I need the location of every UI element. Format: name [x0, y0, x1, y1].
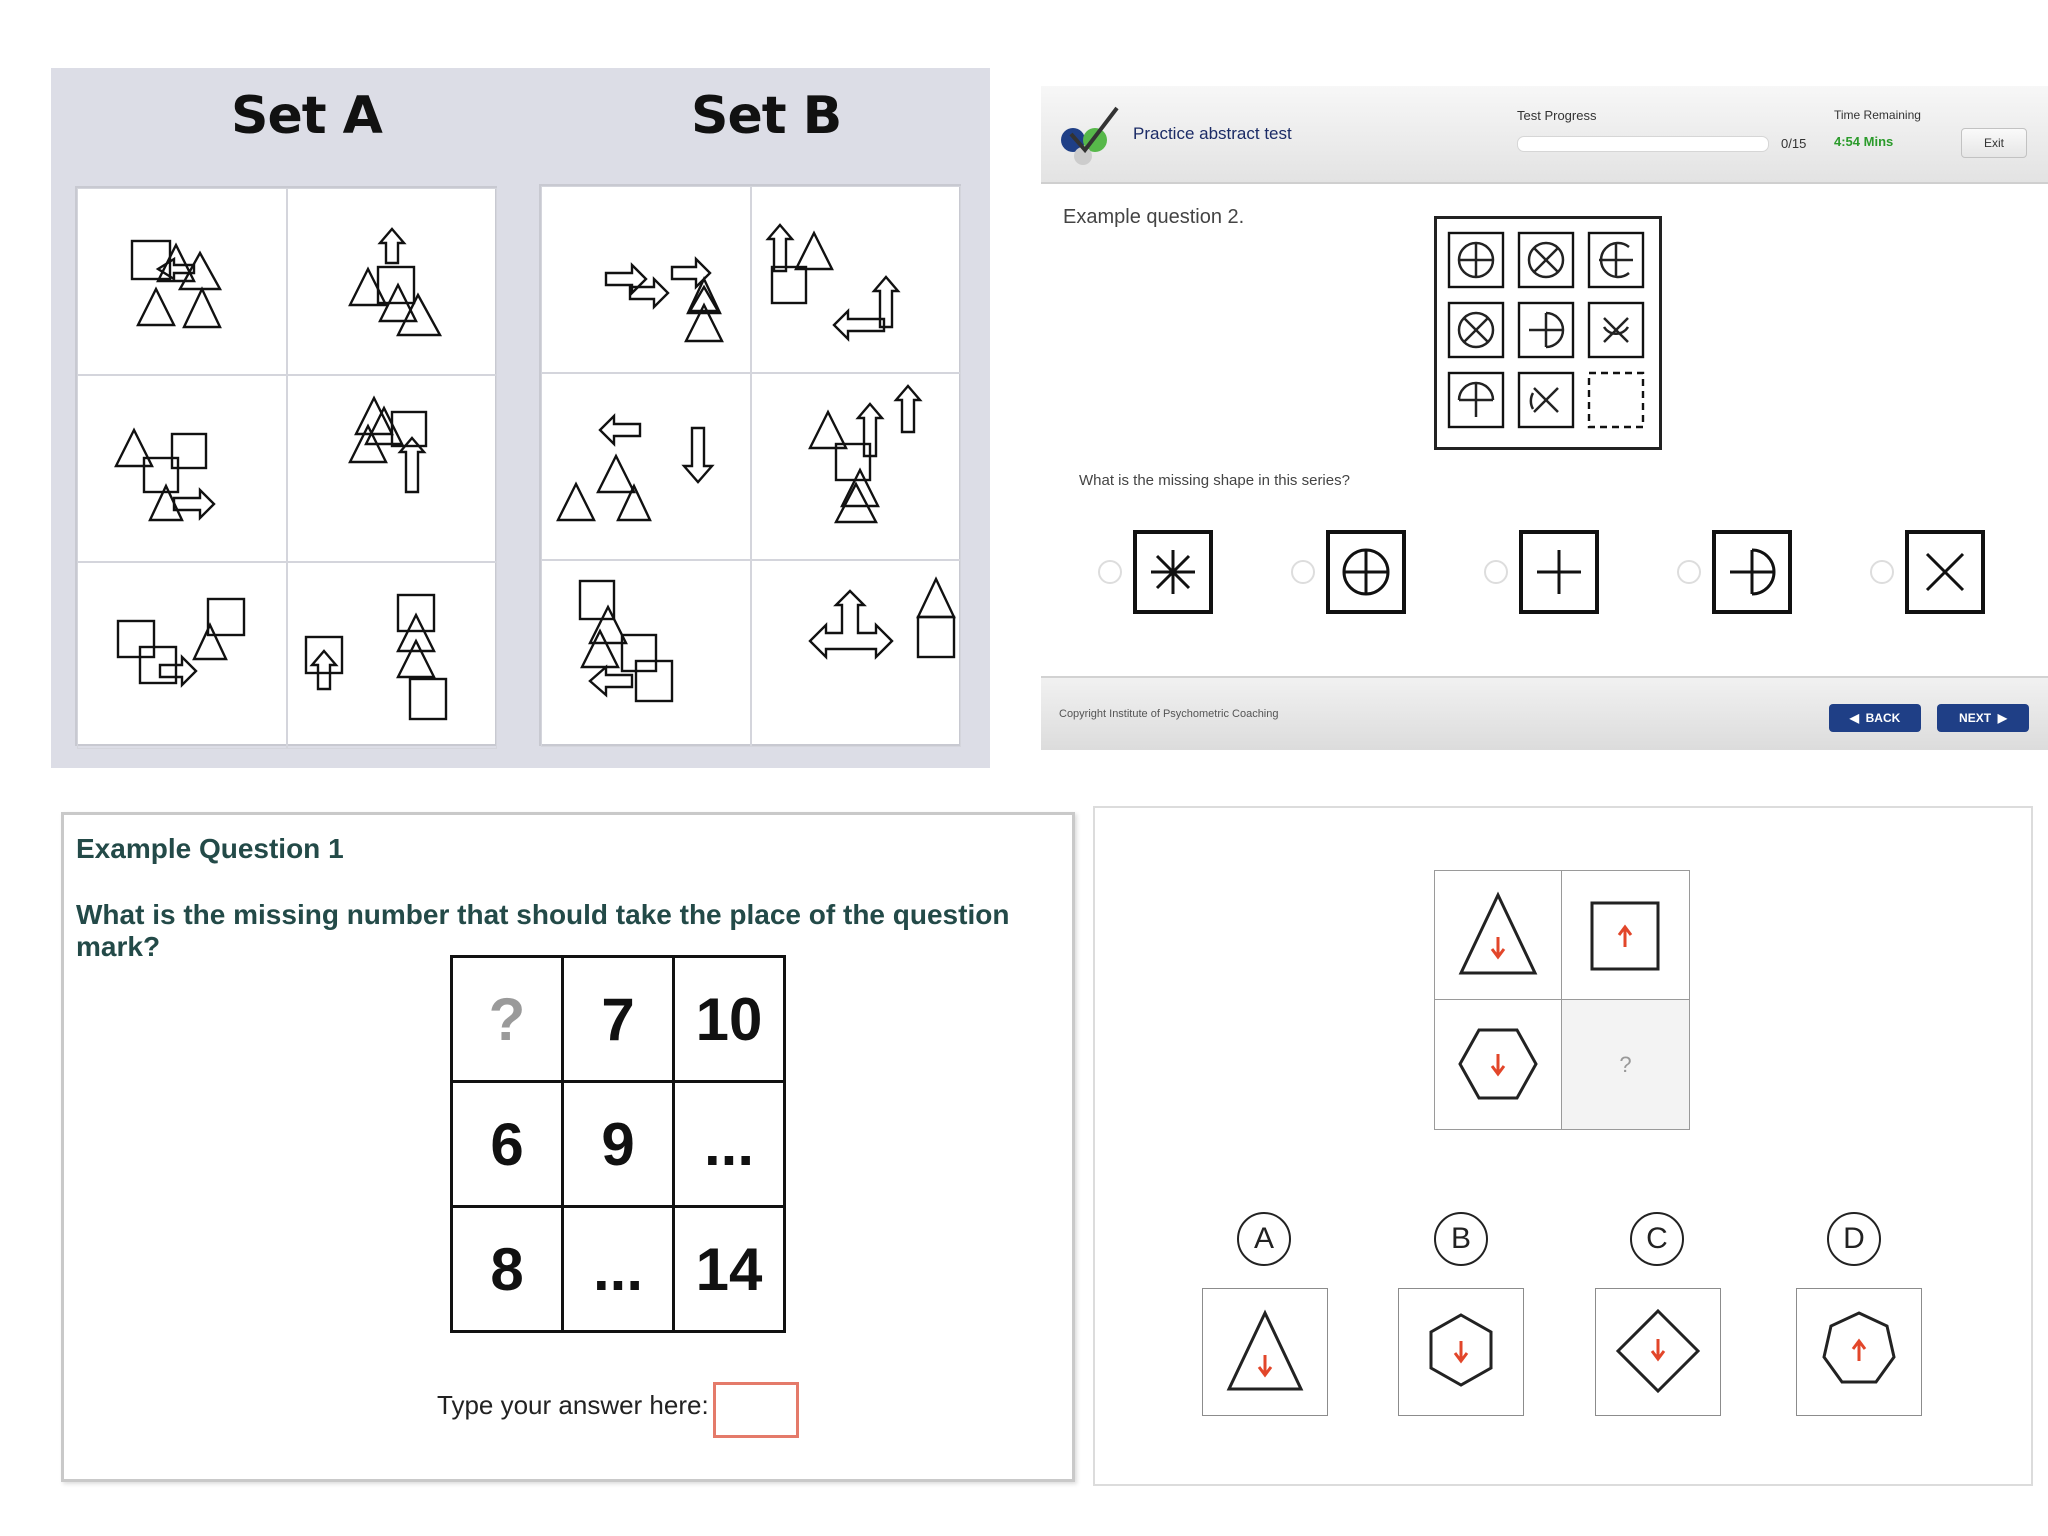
set-a-cell — [77, 188, 287, 375]
diamond-down-arrow-icon — [1596, 1289, 1720, 1415]
progress-bar — [1517, 136, 1769, 152]
arrow-right-icon: ▶ — [1997, 711, 2007, 725]
heptagon-up-arrow-icon — [1797, 1289, 1921, 1415]
question-title: Example Question 1 — [76, 833, 344, 864]
shape-group — [78, 189, 286, 374]
missing-cell: ? — [1561, 999, 1690, 1130]
set-a-cell — [77, 562, 287, 749]
option-b-box[interactable] — [1398, 1288, 1524, 1416]
shape-group — [752, 187, 960, 372]
grid-cell: 8 — [452, 1207, 563, 1332]
set-b-cell — [541, 186, 751, 373]
option-letter: B — [1434, 1212, 1488, 1266]
option-d-box[interactable] — [1796, 1288, 1922, 1416]
set-a-cell — [287, 375, 497, 562]
arrow-left-icon: ◀ — [1849, 711, 1859, 725]
option-plus[interactable] — [1519, 530, 1599, 614]
set-a-cell — [77, 375, 287, 562]
shape-group — [288, 376, 496, 561]
option-c-box[interactable] — [1595, 1288, 1721, 1416]
half-circle-plus-icon — [1716, 534, 1788, 610]
set-b-grid — [539, 184, 961, 746]
set-b-cell — [751, 560, 961, 747]
shape-group — [752, 374, 960, 559]
sets-panel — [51, 68, 990, 768]
matrix-question-panel — [1093, 806, 2033, 1486]
option-letter: D — [1827, 1212, 1881, 1266]
grid-cell: ... — [674, 1082, 785, 1207]
set-b-cell — [751, 186, 961, 373]
app-logo-icon — [1057, 104, 1127, 168]
test-footer — [1041, 676, 2048, 750]
shape-group — [542, 374, 750, 559]
option-letter: A — [1237, 1212, 1291, 1266]
option-a-box[interactable] — [1202, 1288, 1328, 1416]
option-x[interactable] — [1905, 530, 1985, 614]
set-b-cell — [751, 373, 961, 560]
answer-input[interactable] — [713, 1382, 799, 1438]
matrix-cell-hexagon — [1434, 999, 1563, 1130]
shape-group — [288, 189, 496, 374]
question-prompt: What is the missing shape in this series? — [1079, 472, 1350, 489]
shape-group — [288, 563, 496, 748]
option-circle-cross[interactable] — [1326, 530, 1406, 614]
plus-icon — [1523, 534, 1595, 610]
set-a-cell — [287, 562, 497, 749]
option-radio[interactable] — [1484, 560, 1508, 584]
grid-cell: 7 — [563, 957, 674, 1082]
next-label: NEXT — [1959, 711, 1992, 725]
question-label: Example question 2. — [1063, 206, 1245, 228]
set-a-grid — [75, 186, 497, 746]
next-button[interactable] — [1937, 704, 2029, 732]
triangle-down-arrow-icon — [1435, 871, 1562, 1000]
option-asterisk[interactable] — [1133, 530, 1213, 614]
hexagon-down-arrow-icon — [1435, 1000, 1562, 1129]
grid-cell: 10 — [674, 957, 785, 1082]
asterisk-icon — [1137, 534, 1209, 610]
hexagon-down-arrow-icon — [1399, 1289, 1523, 1415]
time-remaining-value: 4:54 Mins — [1834, 134, 1894, 149]
option-radio[interactable] — [1677, 560, 1701, 584]
option-radio[interactable] — [1291, 560, 1315, 584]
number-grid — [450, 955, 786, 1333]
shape-group — [542, 561, 750, 746]
set-b-title: Set B — [691, 86, 842, 146]
grid-cell: 14 — [674, 1207, 785, 1332]
matrix-cell-triangle — [1434, 870, 1563, 1001]
series-shapes — [1437, 219, 1659, 447]
example-question-1-panel — [61, 812, 1075, 1482]
x-icon — [1909, 534, 1981, 610]
shape-group — [752, 561, 960, 746]
grid-cell: ... — [563, 1207, 674, 1332]
set-a-cell — [287, 188, 497, 375]
option-radio[interactable] — [1098, 560, 1122, 584]
progress-count: 0/15 — [1781, 136, 1807, 151]
time-remaining-label: Time Remaining — [1834, 108, 1921, 122]
exit-button[interactable]: Exit — [1961, 128, 2027, 158]
grid-cell: 6 — [452, 1082, 563, 1207]
grid-cell: ? — [452, 957, 563, 1082]
practice-test-panel — [1041, 86, 2048, 748]
series-grid — [1434, 216, 1662, 450]
grid-cell: 9 — [563, 1082, 674, 1207]
back-button[interactable] — [1829, 704, 1921, 732]
shape-group — [78, 376, 286, 561]
set-b-cell — [541, 560, 751, 747]
option-radio[interactable] — [1870, 560, 1894, 584]
shape-group — [78, 563, 286, 748]
copyright-text: Copyright Institute of Psychometric Coaching — [1059, 708, 1279, 720]
square-up-arrow-icon — [1562, 871, 1689, 1000]
back-label: BACK — [1865, 711, 1901, 725]
question-text: What is the missing number that should take the place of the question mark? — [76, 899, 1010, 962]
set-b-cell — [541, 373, 751, 560]
option-letter: C — [1630, 1212, 1684, 1266]
option-half-circle-plus[interactable] — [1712, 530, 1792, 614]
circle-cross-icon — [1330, 534, 1402, 610]
triangle-down-arrow-icon — [1203, 1289, 1327, 1415]
test-title: Practice abstract test — [1133, 124, 1292, 143]
progress-label: Test Progress — [1517, 108, 1597, 123]
shape-group — [542, 187, 750, 372]
answer-label: Type your answer here: — [437, 1390, 709, 1420]
matrix-cell-square — [1561, 870, 1690, 1001]
test-header — [1041, 86, 2048, 184]
set-a-title: Set A — [231, 86, 382, 146]
